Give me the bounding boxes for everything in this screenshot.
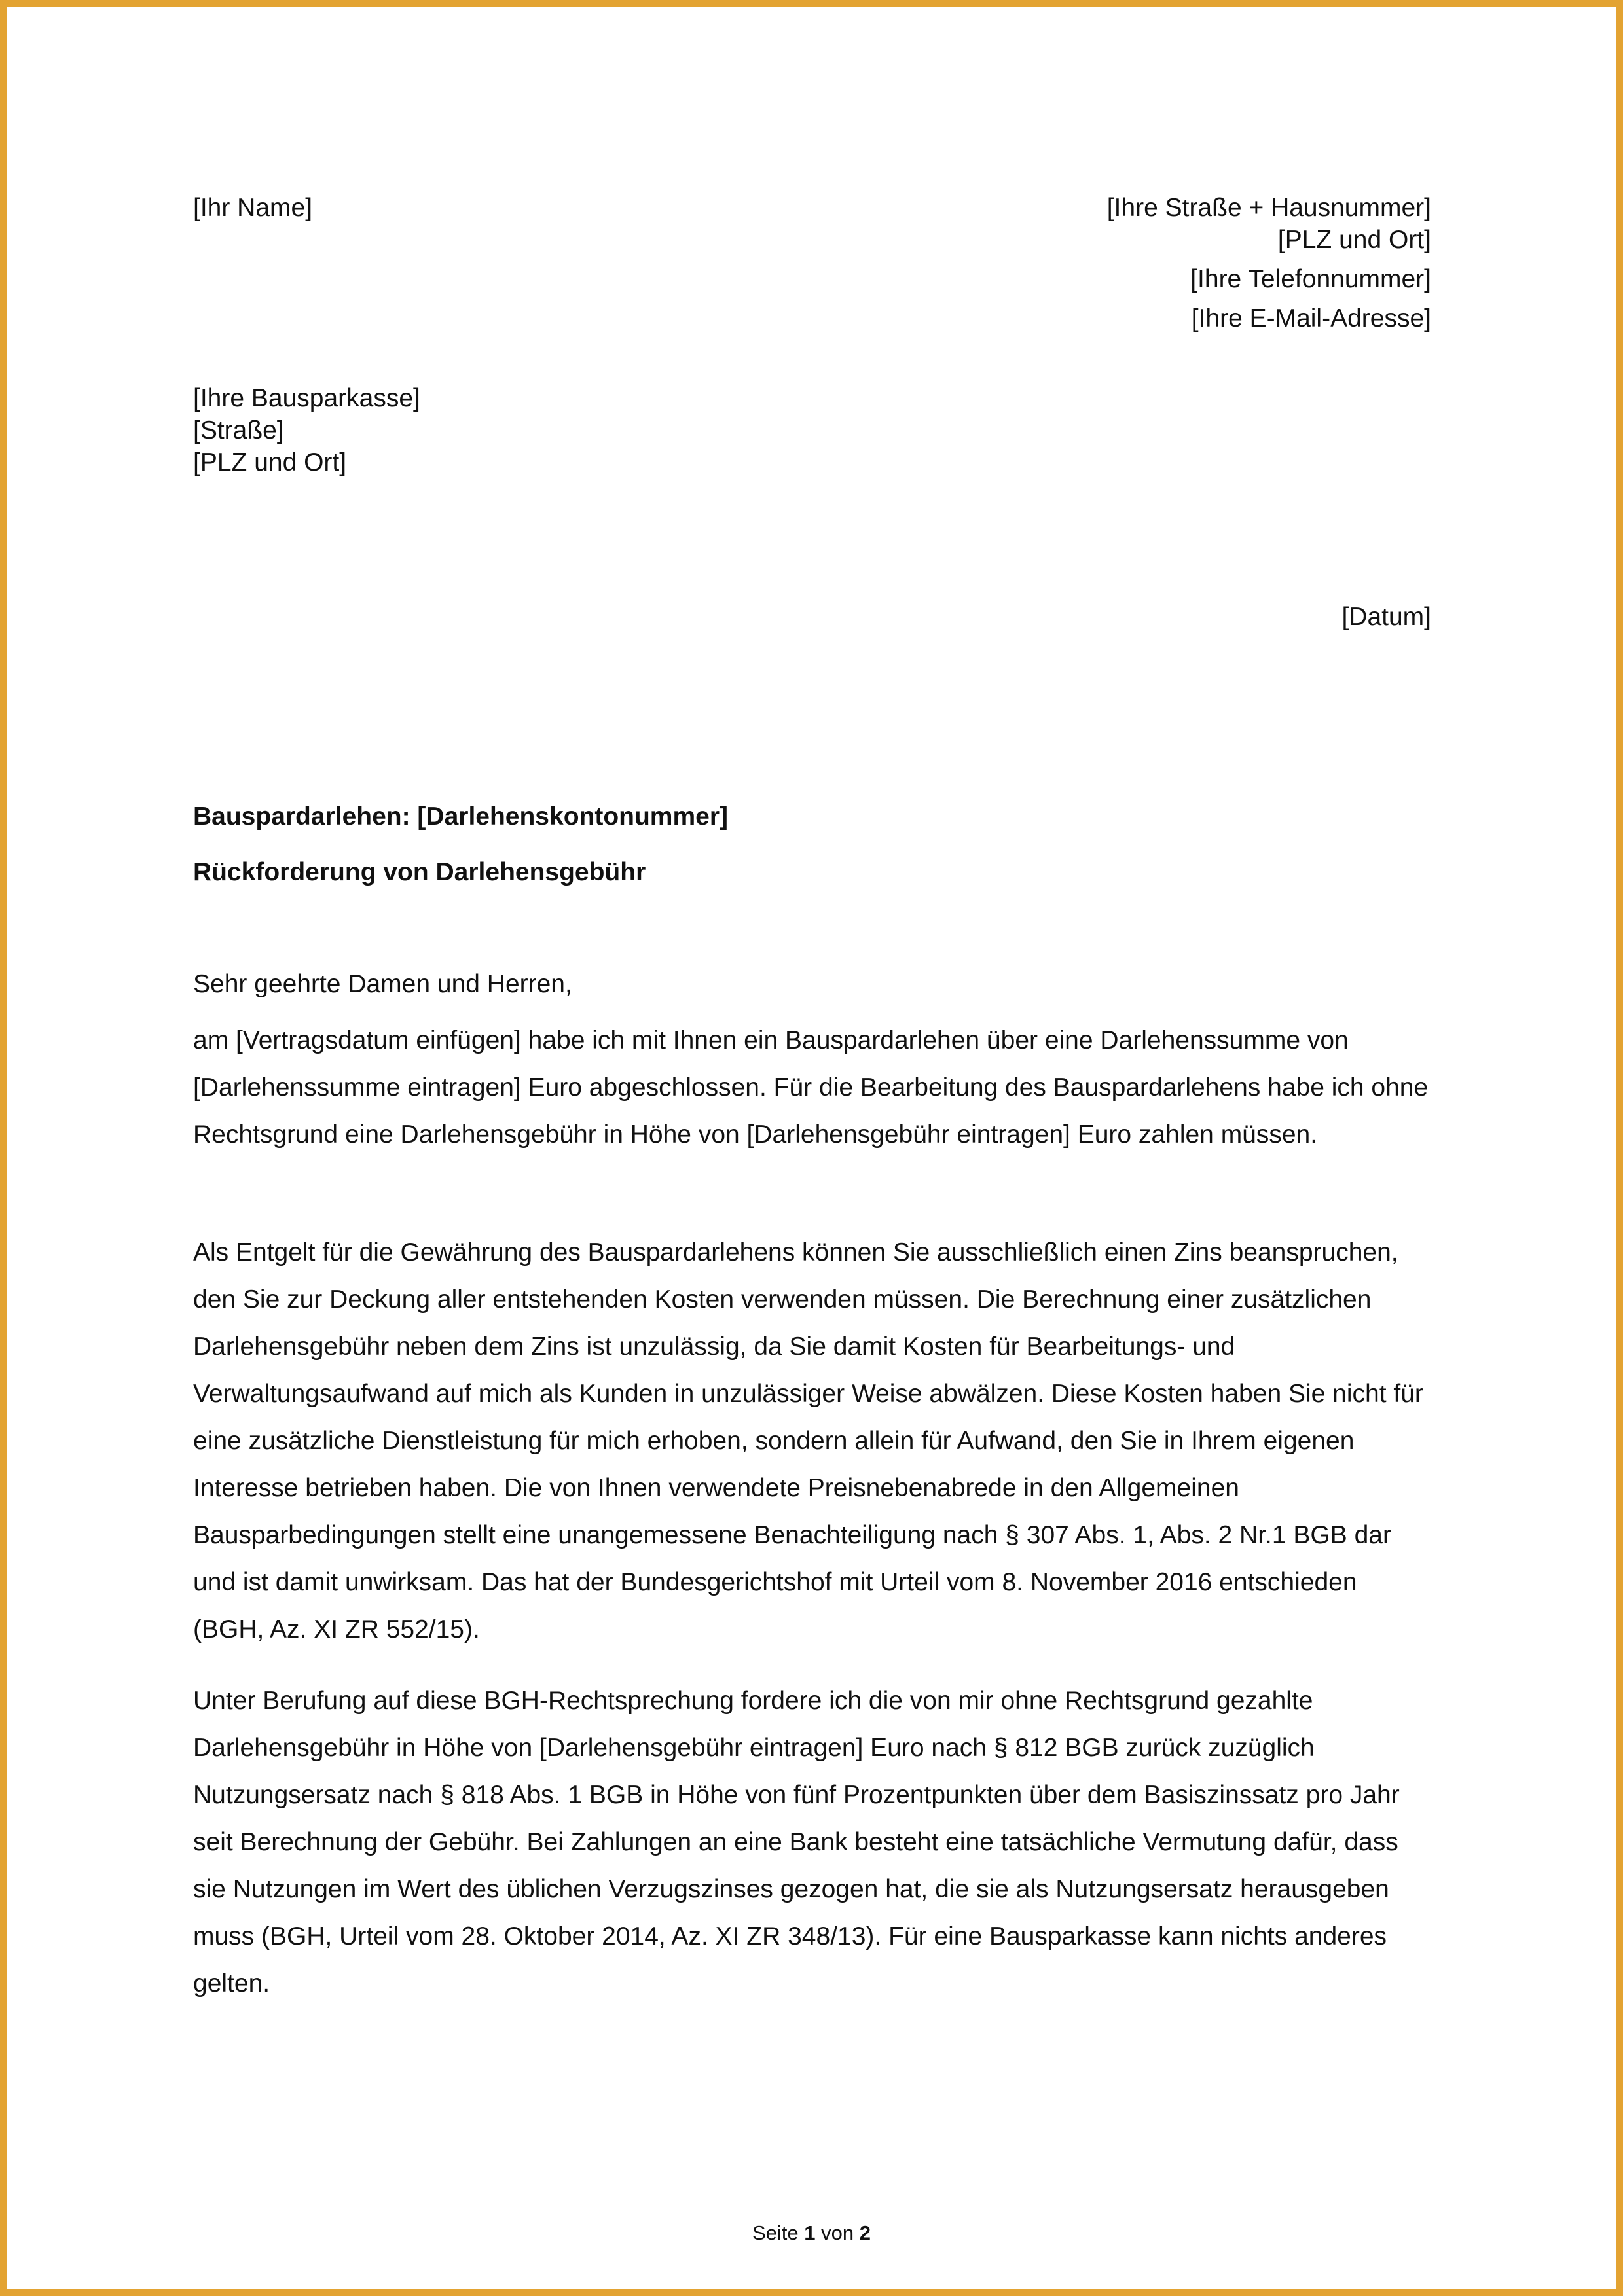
recipient-name: [Ihre Bausparkasse] xyxy=(193,384,420,412)
salutation: Sehr geehrte Damen und Herren, xyxy=(193,970,572,998)
sender-email: [Ihre E-Mail-Adresse] xyxy=(1191,304,1431,332)
sender-name: [Ihr Name] xyxy=(193,194,313,222)
footer-prefix: Seite xyxy=(752,2221,799,2244)
footer-current-page: 1 xyxy=(804,2221,816,2244)
page-footer xyxy=(0,2220,1623,2246)
sender-phone: [Ihre Telefonnummer] xyxy=(1190,265,1431,293)
body-paragraph-1: am [Vertragsdatum einfügen] habe ich mit Ihnen ein Bauspardarlehen über eine Darlehenssumme von [Darlehenssumme eintragen] Euro abgeschlossen. Für die Bearbeitung des Bauspardarlehens habe ich ohne Rechtsgrund eine Darlehensgebühr in Höhe von [Darlehensgebühr eintragen] Euro zahlen müssen. xyxy=(193,1026,1429,1149)
subject-line-2: Rückforderung von Darlehensgebühr xyxy=(193,858,646,886)
sender-street: [Ihre Straße + Hausnummer] xyxy=(1106,194,1431,222)
body-paragraph-3: Unter Berufung auf diese BGH-Rechtsprechung fordere ich die von mir ohne Rechtsgrund gezahlte Darlehensgebühr in Höhe von [Darlehensgebühr eintragen] Euro nach § 812 BGB zurück zuzüglich Nutzungsersatz nach § 818 Abs. 1 BGB in Höhe von fünf Prozentpunkten über dem Basiszinssatz pro Jahr seit Berechnung der Gebühr. Bei Zahlungen an eine Bank besteht eine tatsächliche Vermutung dafür, dass sie Nutzungen im Wert des üblichen Verzugszinses gezogen hat, die sie als Nutzungsersatz herausgeben muss (BGH, Urteil vom 28. Oktober 2014, Az. XI ZR 348/13). Für eine Bausparkasse kann nichts anderes gelten. xyxy=(193,1687,1400,1998)
sender-city: [PLZ und Ort] xyxy=(1277,226,1431,254)
recipient-street: [Straße] xyxy=(193,416,284,444)
recipient-city: [PLZ und Ort] xyxy=(193,448,347,476)
body-paragraph-2: Als Entgelt für die Gewährung des Bauspardarlehens können Sie ausschließlich einen Zins beanspruchen, den Sie zur Deckung aller entstehenden Kosten verwenden müssen. Die Berechnung einer zusätzlichen Darlehensgebühr neben dem Zins ist unzulässig, da Sie damit Kosten für Bearbeitungs- und Verwaltungsaufwand auf mich als Kunden in unzulässiger Weise abwälzen. Diese Kosten haben Sie nicht für eine zusätzliche Dienstleistung für mich erhoben, sondern allein für Aufwand, den Sie in Ihrem eigenen Interesse betrieben haben. Die von Ihnen verwendete Preisnebenabrede in den Allgemeinen Bausparbedingungen stellt eine unangemessene Benachteiligung nach § 307 Abs. 1, Abs. 2 Nr.1 BGB dar und ist damit unwirksam. Das hat der Bundesgerichtshof mit Urteil vom 8. November 2016 entschieden (BGH, Az. XI ZR 552/15). xyxy=(193,1238,1423,1643)
footer-total-pages: 2 xyxy=(859,2221,871,2244)
subject-line-1: Bauspardarlehen: [Darlehenskontonummer] xyxy=(193,802,729,831)
footer-middle: von xyxy=(821,2221,854,2244)
letter-date: [Datum] xyxy=(1341,603,1431,631)
